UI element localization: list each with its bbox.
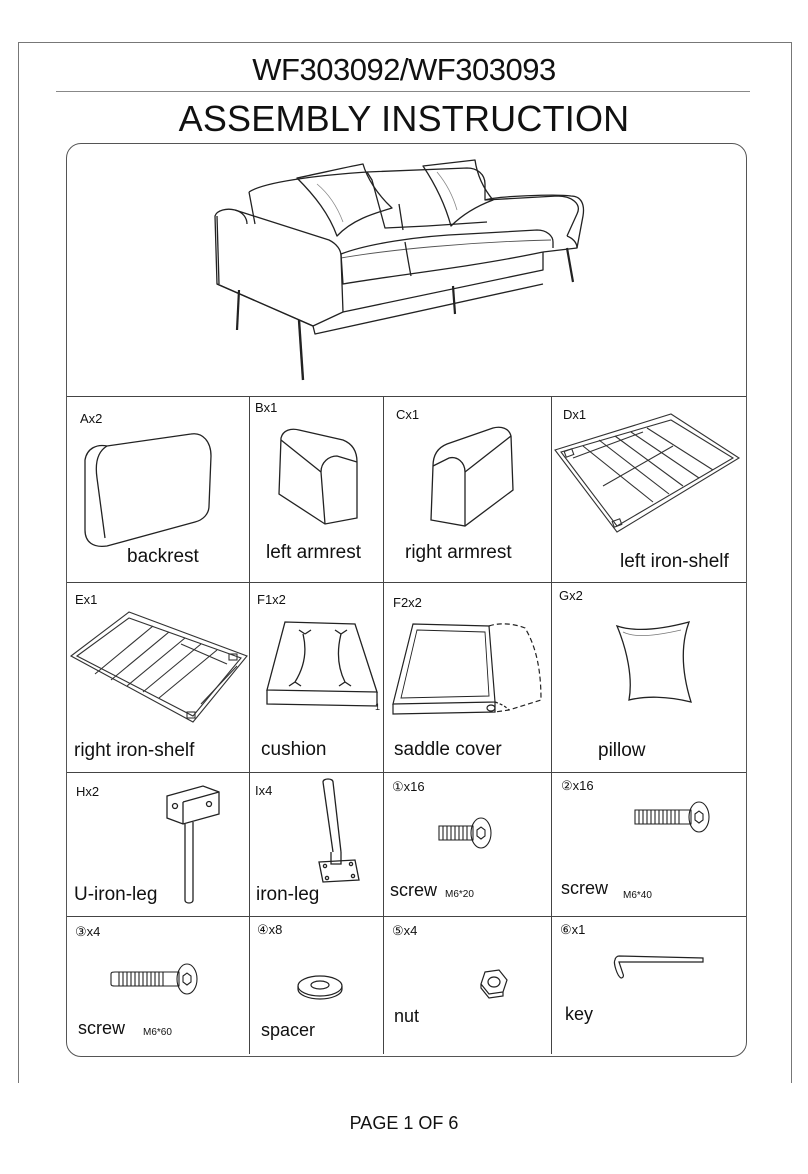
nut-drawing <box>479 968 509 998</box>
hex-key-drawing <box>611 946 707 982</box>
part-name: iron-leg <box>256 884 320 905</box>
part-qty: F1x2 <box>257 592 286 607</box>
part-qty: Cx1 <box>396 407 420 422</box>
part-name: left armrest <box>266 542 362 563</box>
backrest-drawing <box>79 434 219 544</box>
part-name: screw <box>561 878 609 898</box>
part-qty: Bx1 <box>255 400 278 415</box>
part-spec: M6*20 <box>445 889 474 900</box>
part-screw-m6-40 <box>551 772 746 916</box>
part-left-iron-shelf <box>551 396 746 582</box>
part-name: spacer <box>261 1020 316 1040</box>
right-armrest-drawing <box>425 426 521 526</box>
header-divider <box>56 91 750 92</box>
part-name: saddle cover <box>394 739 502 760</box>
part-screw-m6-20 <box>383 772 551 916</box>
part-spacer <box>249 916 383 1056</box>
part-qty: Gx2 <box>559 588 583 603</box>
part-name: cushion <box>261 739 327 760</box>
cushion-drawing <box>265 620 383 716</box>
part-name: backrest <box>127 546 199 567</box>
part-cushion <box>249 582 383 772</box>
part-qty: ③x4 <box>75 924 101 939</box>
saddle-cover-drawing <box>391 620 551 720</box>
part-name: nut <box>394 1006 420 1026</box>
part-iron-leg <box>249 772 383 916</box>
screw-m6-60-drawing <box>109 962 201 998</box>
part-name: pillow <box>598 740 646 761</box>
screw-m6-40-drawing <box>633 800 713 836</box>
part-right-iron-shelf <box>67 582 249 772</box>
part-qty: Ax2 <box>80 411 103 426</box>
parts-grid <box>67 396 746 1056</box>
parts-panel <box>66 143 747 1057</box>
part-qty: Ex1 <box>75 592 98 607</box>
u-iron-leg-drawing <box>163 784 223 906</box>
left-iron-shelf-drawing <box>553 406 739 536</box>
part-name: left iron-shelf <box>620 551 729 572</box>
sofa-illustration <box>67 144 746 396</box>
left-armrest-drawing <box>273 426 363 524</box>
spacer-drawing <box>295 972 345 1004</box>
part-screw-m6-60 <box>67 916 249 1056</box>
model-number: WF303092/WF303093 <box>252 52 556 87</box>
part-name: right armrest <box>405 542 512 563</box>
part-qty: ④x8 <box>257 922 283 937</box>
part-backrest <box>67 396 249 582</box>
page-number: PAGE 1 OF 6 <box>349 1113 459 1133</box>
part-name: U-iron-leg <box>74 884 158 905</box>
part-name: right iron-shelf <box>74 740 195 761</box>
svg-text:1: 1 <box>375 702 381 712</box>
page-title: ASSEMBLY INSTRUCTION <box>178 98 630 139</box>
part-spec: M6*40 <box>623 890 652 901</box>
part-spec: M6*60 <box>143 1027 172 1038</box>
part-name: key <box>565 1004 594 1024</box>
part-u-iron-leg <box>67 772 249 916</box>
part-name: screw <box>390 880 438 900</box>
part-right-armrest <box>383 396 551 582</box>
pillow-drawing <box>615 622 693 704</box>
part-qty: Dx1 <box>563 407 587 422</box>
part-nut <box>383 916 551 1056</box>
part-qty: Ix4 <box>255 783 273 798</box>
right-iron-shelf-drawing <box>71 604 247 724</box>
part-qty: F2x2 <box>393 595 422 610</box>
part-qty: ②x16 <box>561 778 594 793</box>
iron-leg-drawing <box>315 776 369 884</box>
part-saddle-cover <box>383 582 551 772</box>
part-key <box>551 916 746 1056</box>
part-pillow <box>551 582 746 772</box>
part-qty: ①x16 <box>392 779 425 794</box>
part-qty: ⑤x4 <box>392 923 418 938</box>
part-left-armrest <box>249 396 383 582</box>
part-name: screw <box>78 1018 126 1038</box>
part-qty: Hx2 <box>76 784 100 799</box>
screw-m6-20-drawing <box>437 816 497 852</box>
part-qty: ⑥x1 <box>560 922 586 937</box>
